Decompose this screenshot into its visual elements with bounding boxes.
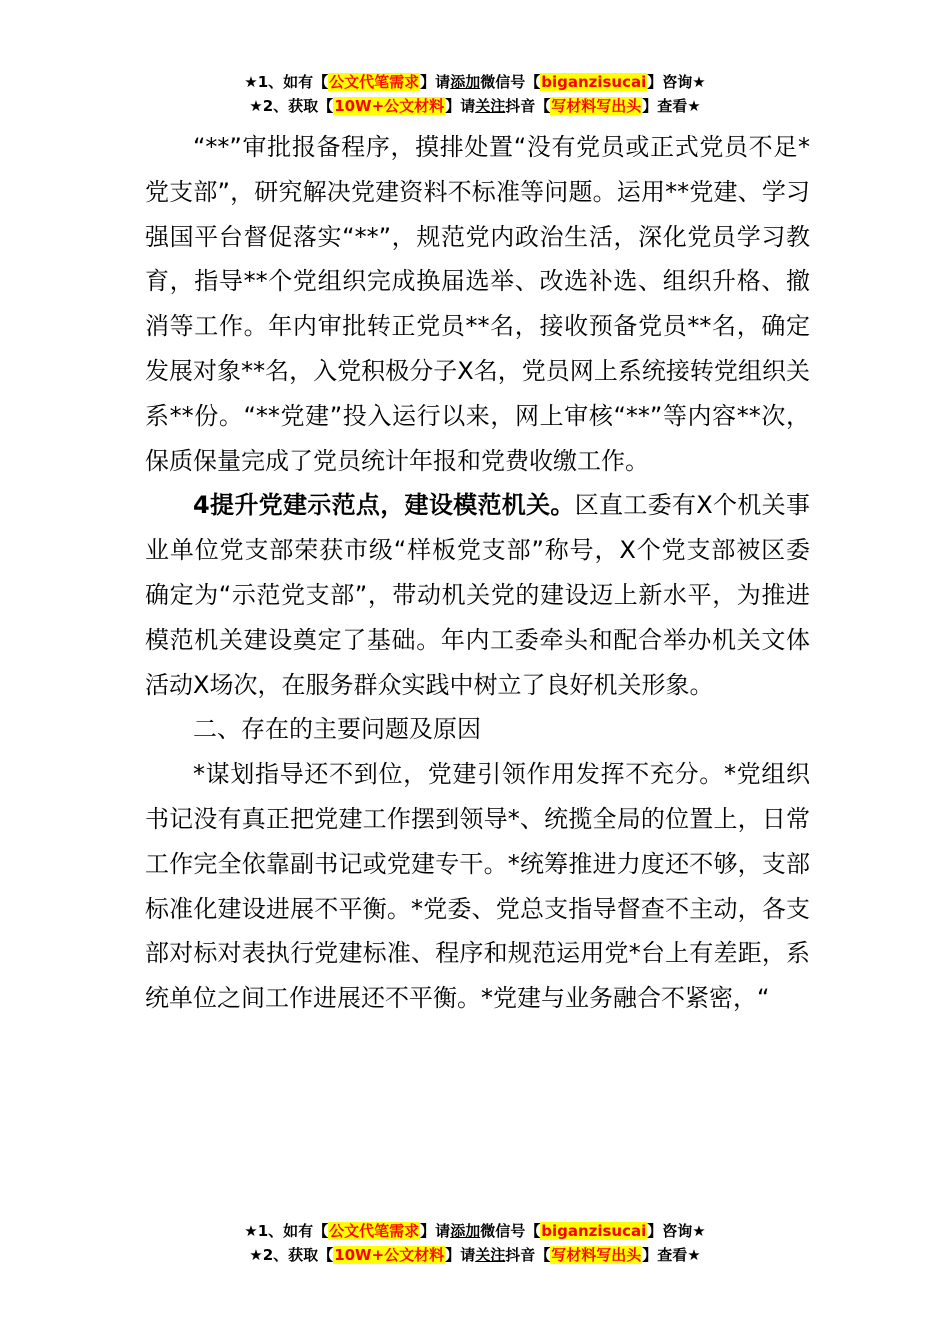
ad-text: 】请 (420, 1222, 451, 1240)
footer-ad-banner (0, 1219, 950, 1267)
ad-text: 】请 (445, 1246, 476, 1264)
ad-text: 微信号【 (480, 73, 541, 91)
ad-text: 抖音【 (505, 97, 551, 115)
ad-highlight-douyin-id: 写材料写出头 (551, 97, 642, 115)
ad-underlined: 关注 (475, 1246, 506, 1264)
ad-underlined: 关注 (475, 97, 506, 115)
section-heading: 二、存在的主要问题及原因 (193, 715, 481, 744)
ad-highlight: 10W+公文材料 (334, 97, 445, 115)
ad-highlight-wechat-id: biganzisucai (541, 73, 647, 91)
ad-text: 】请 (420, 73, 451, 91)
paragraph-3: *谋划指导还不到位，党建引领作用发挥不充分。*党组织书记没有真正把党建工作摆到领导*、统揽全局的位置上，日常工作完全依靠副书记或党建专干。*统筹推进力度还不够，支部标准化建设进展不平衡。*党委、党总支指导督查不主动，各支部对标对表执行党建标准、程序和规范运用党*台上有差距，系统单位之间工作进展还不平衡。*党建与业务融合不紧密，“ (145, 760, 810, 1013)
footer-ad-line-2 (0, 1243, 950, 1267)
header-ad-line-2 (0, 94, 950, 118)
document-body (145, 125, 810, 1021)
ad-text: 微信号【 (480, 1222, 541, 1240)
ad-text: 】请 (445, 97, 476, 115)
footer-ad-line-1 (0, 1219, 950, 1243)
ad-underlined: 添加 (450, 73, 481, 91)
ad-text: 】咨询★ (647, 73, 706, 91)
paragraph-2-text: 区直工委有X个机关事业单位党支部荣获市级“样板党支部”称号，X个党支部被区委确定为“示范党支部”，带动机关党的建设迈上新水平，为推进模范机关建设奠定了基础。年内工委牵头和配合举办机关文体活动X场次，在服务群众实践中树立了良好机关形象。 (145, 491, 810, 699)
ad-text: ★2、获取【 (249, 97, 334, 115)
paragraph-2-lead: 4提升党建示范点，建设模范机关。 (193, 491, 575, 520)
ad-highlight: 10W+公文材料 (334, 1246, 445, 1264)
ad-text: 】咨询★ (647, 1222, 706, 1240)
header-ad-banner (0, 70, 950, 118)
ad-underlined: 添加 (450, 1222, 481, 1240)
ad-text: 抖音【 (505, 1246, 551, 1264)
paragraph-1: “**”审批报备程序，摸排处置“没有党员或正式党员不足*党支部”，研究解决党建资料不标准等问题。运用**党建、学习强国平台督促落实“**”，规范党内政治生活，深化党员学习教育，指导**个党组织完成换届选举、改选补选、组织升格、撤消等工作。年内审批转正党员**名，接收预备党员**名，确定发展对象**名，入党积极分子X名，党员网上系统接转党组织关系**份。“**党建”投入运行以来，网上审核“**”等内容**次，保质保量完成了党员统计年报和党费收缴工作。 (145, 133, 810, 475)
header-ad-line-1 (0, 70, 950, 94)
ad-highlight-douyin-id: 写材料写出头 (551, 1246, 642, 1264)
ad-text: ★1、如有【 (244, 73, 329, 91)
ad-text: ★2、获取【 (249, 1246, 334, 1264)
ad-highlight: 公文代笔需求 (329, 1222, 420, 1240)
ad-text: 】查看★ (642, 1246, 701, 1264)
ad-text: ★1、如有【 (244, 1222, 329, 1240)
ad-highlight-wechat-id: biganzisucai (541, 1222, 647, 1240)
paragraph-2 (145, 483, 810, 707)
ad-text: 】查看★ (642, 97, 701, 115)
ad-highlight: 公文代笔需求 (329, 73, 420, 91)
